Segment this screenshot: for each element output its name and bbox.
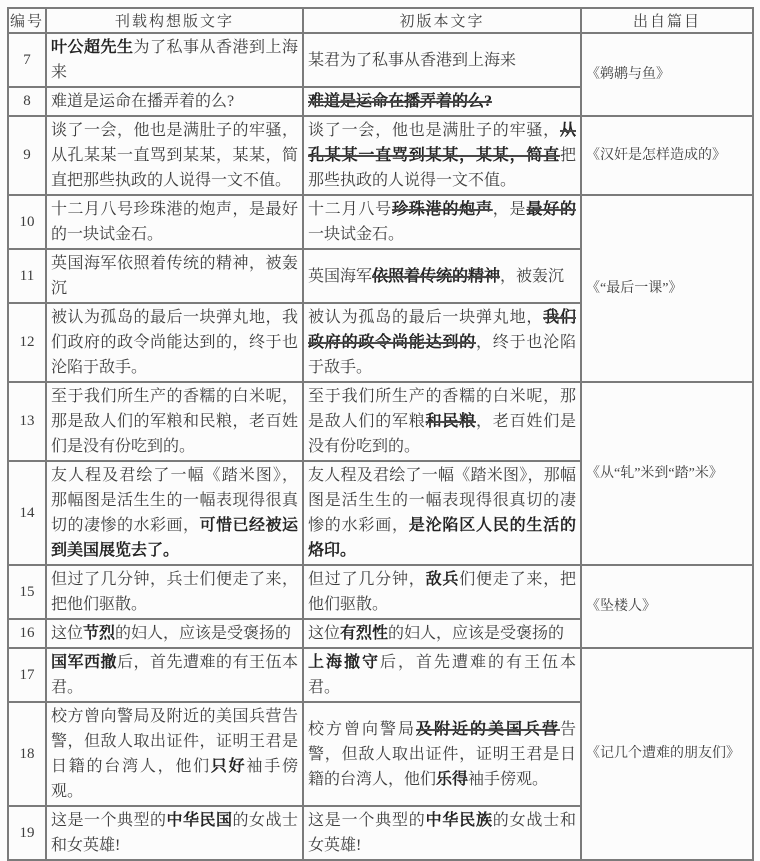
text-segment: 被认为孤岛的最后一块弹丸地，我们政府的政令尚能达到的，终于也沦陷于敌手。	[51, 309, 298, 376]
text-segment: 至于我们所生产的香糯的白米呢，那是敌人们的军粮	[308, 388, 576, 430]
text-segment: 某君为了私事从香港到上海来	[308, 51, 517, 69]
emphasized-text-segment: 是沦陷区人民的生活的烙印。	[308, 517, 576, 559]
deleted-text-segment: 珍珠港的炮声	[391, 201, 493, 218]
draft-version-cell	[46, 33, 303, 87]
header-row	[8, 8, 753, 33]
first-edition-cell	[303, 87, 581, 116]
emphasized-text-segment: 国军西撤	[51, 654, 117, 671]
first-edition-cell	[303, 565, 581, 619]
row-number: 19	[8, 806, 46, 860]
row-number: 18	[8, 702, 46, 806]
text-segment: 的妇人，应该是受褒扬的	[388, 625, 565, 642]
emphasized-text-segment: 敌兵	[425, 571, 460, 588]
first-edition-cell	[303, 116, 581, 195]
table-body	[8, 33, 753, 860]
source-title-cell: 《鹈鹕与鱼》	[581, 33, 753, 116]
emphasized-text-segment: 乐得	[436, 770, 469, 788]
first-edition-cell	[303, 195, 581, 249]
col-header-first-edition: 初版本文字	[303, 8, 581, 33]
draft-version-cell	[46, 116, 303, 195]
text-segment: 但过了几分钟，	[308, 571, 426, 588]
source-title-cell: 《从“轧”米到“踏”米》	[581, 382, 753, 565]
text-segment: ，老百姓们是没有份吃到的。	[308, 413, 576, 455]
table-row-13	[8, 382, 753, 461]
emphasized-text-segment: 中华民国	[166, 812, 233, 829]
deleted-text-segment: 及附近的美国兵营	[415, 720, 560, 738]
text-segment: ，是	[492, 201, 527, 218]
text-segment: 的妇人，应该是受褒扬的	[115, 625, 292, 642]
text-comparison-table	[7, 7, 754, 861]
source-title-cell: 《记几个遭难的朋友们》	[581, 648, 753, 860]
text-segment: 友人程及君绘了一幅《踏米图》，那幅图是活生生的一幅表现得很真切的凄惨的水彩画，	[51, 467, 298, 534]
draft-version-cell	[46, 249, 303, 303]
text-segment: 十二月八号	[308, 201, 392, 218]
text-segment: 英国海军依照着传统的精神，被轰沉	[51, 255, 298, 297]
text-segment: 告警，但敌人取出证件，证明王君是日籍的台湾人，他们	[308, 720, 576, 788]
draft-version-cell	[46, 303, 303, 382]
first-edition-cell	[303, 249, 581, 303]
text-segment: 难道是运命在播弄着的么?	[51, 93, 235, 110]
draft-version-cell	[46, 87, 303, 116]
deleted-text-segment: 依照着传统的精神	[372, 267, 501, 285]
row-number: 10	[8, 195, 46, 249]
text-segment: 谈了一会，他也是满肚子的牢骚，	[308, 122, 560, 139]
first-edition-cell	[303, 619, 581, 648]
emphasized-text-segment: 中华民族	[425, 812, 493, 829]
text-segment: 这位	[51, 625, 84, 642]
emphasized-text-segment: 可惜已经被运到美国展览去了。	[51, 517, 298, 559]
source-title-cell: 《汉奸是怎样造成的》	[581, 116, 753, 195]
deleted-text-segment: 从孔某某一直骂到某某，某某，简直	[308, 122, 576, 164]
emphasized-text-segment: 节烈	[83, 625, 116, 642]
emphasized-text-segment: 有烈性	[340, 625, 389, 642]
deleted-text-segment: 我们政府的政令尚能达到的	[308, 309, 576, 351]
text-segment: 至于我们所生产的香糯的白米呢，那是敌人们的军粮和民粮，老百姓们是没有份吃到的。	[51, 388, 298, 455]
text-segment: 的女战士和女英雄!	[51, 812, 298, 854]
table-row-17	[8, 648, 753, 702]
text-segment: 袖手傍观。	[468, 770, 549, 788]
text-segment: ，终于也沦陷于敌手。	[308, 334, 576, 376]
draft-version-cell	[46, 461, 303, 565]
row-number: 16	[8, 619, 46, 648]
text-segment: 这位	[308, 625, 341, 642]
text-segment: 一块试金石。	[308, 226, 405, 243]
row-number: 15	[8, 565, 46, 619]
text-segment: 被认为孤岛的最后一块弹丸地，	[308, 309, 544, 326]
text-segment: 为了私事从香港到上海来	[51, 39, 298, 81]
draft-version-cell	[46, 648, 303, 702]
text-segment: 校方曾向警局及附近的美国兵营告警，但敌人取出证件，证明王君是日籍的台湾人，他们	[51, 708, 298, 775]
text-segment: 谈了一会，他也是满肚子的牢骚，从孔某某一直骂到某某，某某，简直把那些执政的人说得一文不值。	[51, 122, 298, 189]
draft-version-cell	[46, 382, 303, 461]
first-edition-cell	[303, 33, 581, 87]
deleted-text-segment: 难道是运命在播弄着的么?	[308, 93, 493, 110]
text-segment: 袖手傍观。	[51, 758, 298, 800]
first-edition-cell	[303, 461, 581, 565]
col-header-number: 编号	[8, 8, 46, 33]
col-header-source-title: 出自篇目	[581, 8, 753, 33]
emphasized-text-segment: 只好	[210, 758, 247, 775]
table-row-9	[8, 116, 753, 195]
draft-version-cell	[46, 195, 303, 249]
deleted-text-segment: 最好的	[526, 201, 576, 218]
draft-version-cell	[46, 619, 303, 648]
source-title-cell: 《坠楼人》	[581, 565, 753, 648]
text-segment: 的女战士和女英雄!	[308, 812, 576, 854]
text-segment: 把那些执政的人说得一文不值。	[308, 147, 576, 189]
row-number: 14	[8, 461, 46, 565]
row-number: 8	[8, 87, 46, 116]
text-segment: 友人程及君绘了一幅《踏米图》，那幅图是活生生的一幅表现得很真切的凄惨的水彩画，	[308, 467, 576, 534]
text-segment: 们便走了来，把他们驱散。	[308, 571, 576, 613]
text-segment: 十二月八号珍珠港的炮声，是最好的一块试金石。	[51, 201, 298, 243]
text-segment: 校方曾向警局	[308, 720, 416, 738]
table-row-15	[8, 565, 753, 619]
first-edition-cell	[303, 648, 581, 702]
row-number: 11	[8, 249, 46, 303]
source-title-cell: 《“最后一课”》	[581, 195, 753, 382]
first-edition-cell	[303, 382, 581, 461]
table-row-10	[8, 195, 753, 249]
draft-version-cell	[46, 702, 303, 806]
text-segment: ，被轰沉	[500, 267, 565, 285]
draft-version-cell	[46, 565, 303, 619]
deleted-text-segment: 和民粮	[425, 413, 476, 430]
first-edition-cell	[303, 806, 581, 860]
text-segment: 这是一个典型的	[308, 812, 426, 829]
text-segment: 这是一个典型的	[51, 812, 167, 829]
first-edition-cell	[303, 303, 581, 382]
row-number: 7	[8, 33, 46, 87]
draft-version-cell	[46, 806, 303, 860]
first-edition-cell	[303, 702, 581, 806]
text-segment: 但过了几分钟，兵士们便走了来，把他们驱散。	[51, 571, 298, 613]
emphasized-text-segment: 叶公超先生	[51, 39, 134, 56]
emphasized-text-segment: 上海撤守	[308, 654, 380, 671]
text-segment: 后，首先遭难的有王伍本君。	[51, 654, 298, 696]
row-number: 12	[8, 303, 46, 382]
col-header-draft-version: 刊载构想版文字	[46, 8, 303, 33]
row-number: 17	[8, 648, 46, 702]
row-number: 13	[8, 382, 46, 461]
table-row-7	[8, 33, 753, 87]
text-segment: 后，首先遭难的有王伍本君。	[308, 654, 576, 696]
text-segment: 英国海军	[308, 267, 373, 285]
row-number: 9	[8, 116, 46, 195]
